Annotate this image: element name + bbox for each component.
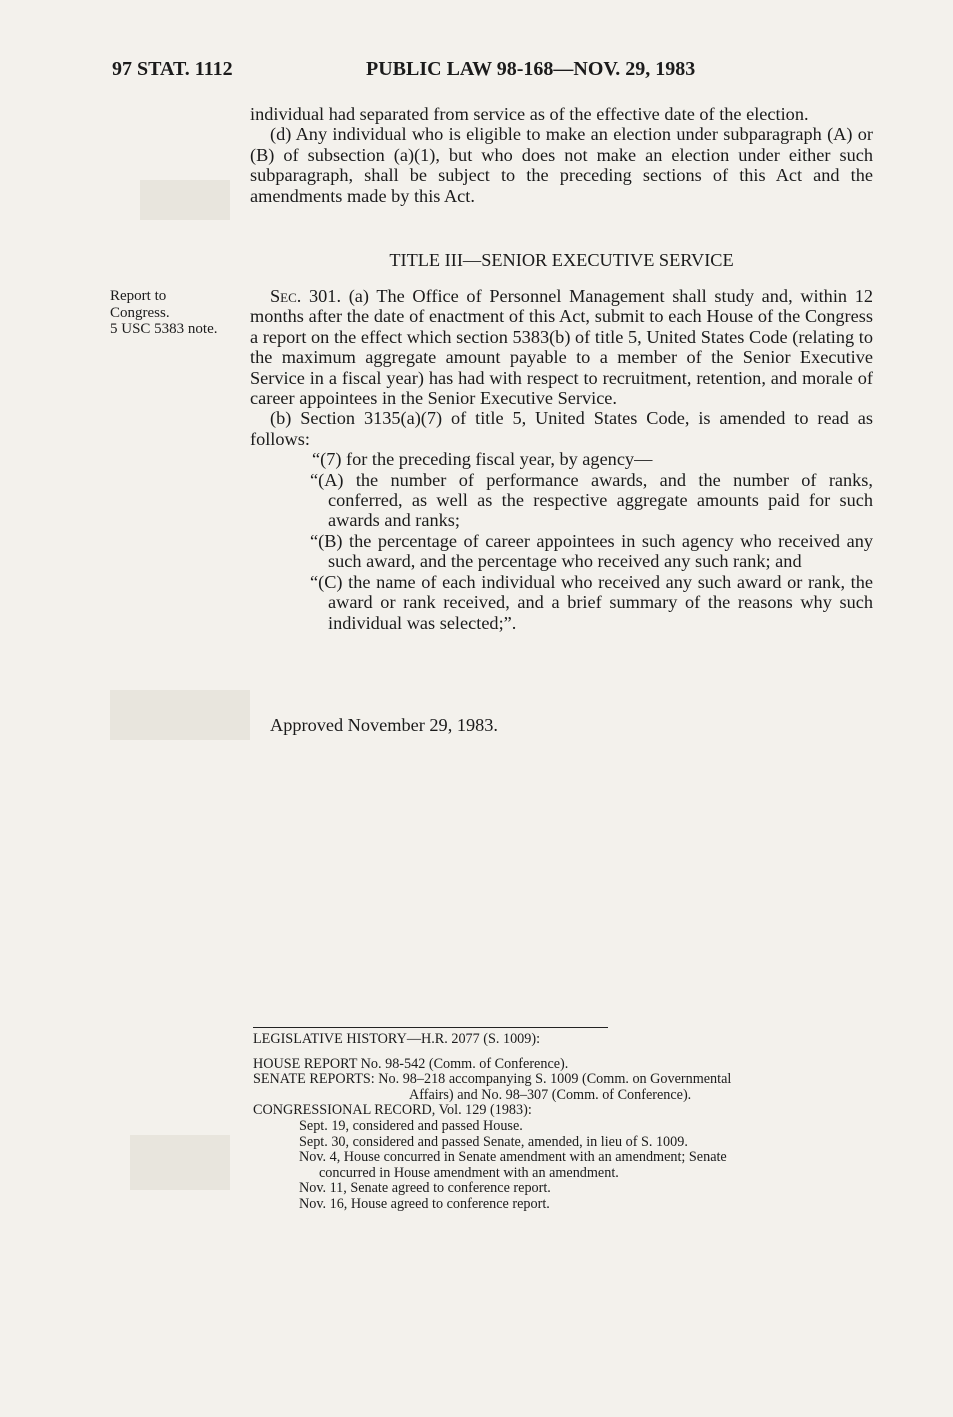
senate-reports-line-2: Affairs) and No. 98–307 (Comm. of Conference). (409, 1086, 692, 1103)
quote-item-B: “(B) the percentage of career appointees in such agency who received any such award, and the percentage who received any such rank; and (310, 530, 873, 572)
stat-reference: 97 STAT. 1112 (112, 58, 233, 80)
quote-item-C: “(C) the name of each individual who received any such award or rank, the award or rank received, and a brief summary of the reasons why such individual was selected;”. (310, 571, 873, 633)
congressional-record: CONGRESSIONAL RECORD, Vol. 129 (1983): (253, 1102, 532, 1119)
paragraph-continuation: individual had separated from service as of the effective date of the election. (250, 104, 809, 124)
history-heading: LEGISLATIVE HISTORY—H.R. 2077 (S. 1009): (253, 1031, 541, 1047)
margin-note (110, 288, 245, 338)
margin-note-line: Report to (110, 288, 167, 304)
record-entry: Nov. 16, House agreed to conference report. (299, 1195, 550, 1212)
body-top (250, 104, 873, 206)
section-301-a (250, 286, 873, 408)
margin-note-line: Congress. (110, 304, 170, 321)
legislative-history (253, 1032, 883, 1213)
bleed-through-shadow (130, 1135, 230, 1190)
section-301 (250, 286, 873, 633)
record-entry: Nov. 4, House concurred in Senate amendment with an amendment; Senate (299, 1149, 727, 1166)
approval-date: Approved November 29, 1983. (270, 715, 498, 735)
record-entry: Nov. 11, Senate agreed to conference report. (299, 1180, 551, 1197)
record-entry: Sept. 30, considered and passed Senate, amended, in lieu of S. 1009. (299, 1133, 688, 1150)
senate-reports-line-1: SENATE REPORTS: No. 98–218 accompanying S. 1009 (Comm. on Governmental (253, 1071, 732, 1088)
section-301-a-text: (a) The Office of Personnel Management shall study and, within 12 months after the date of enactment of this Act, submit to each House of the Congress a report on the effect which section 5383(b) of title 5, United States Code (relating to the maximum aggregate amount payable to a member of the Senior Executive Service in a fiscal year) has had with respect to recruitment, retention, and morale of career appointees in the Senior Executive Service. (250, 286, 873, 409)
bleed-through-shadow (140, 180, 230, 220)
quote-item-7: “(7) for the preceding fiscal year, by agency— (312, 449, 653, 470)
divider (253, 1027, 608, 1028)
quote-item-A: “(A) the number of performance awards, and the number of ranks, conferred, as well as the respective aggregate amounts paid for such awards and ranks; (310, 469, 873, 531)
record-entry-continuation: concurred in House amendment with an amendment. (319, 1164, 619, 1181)
margin-note-line: 5 USC 5383 note. (110, 321, 218, 337)
bleed-through-shadow (110, 690, 250, 740)
page-header (112, 58, 752, 84)
paragraph-d: (d) Any individual who is eligible to make an election under subparagraph (A) or (B) of subsection (a)(1), but who does not make an election under either such subparagraph, shall be subject to the preceding sections of this Act and the amendments made by this Act. (250, 124, 873, 206)
public-law-reference: PUBLIC LAW 98-168—NOV. 29, 1983 (366, 58, 696, 80)
title-heading: TITLE III—SENIOR EXECUTIVE SERVICE (389, 250, 734, 270)
record-entry: Sept. 19, considered and passed House. (299, 1117, 523, 1134)
section-label: Sec. 301. (270, 286, 342, 306)
section-301-b: (b) Section 3135(a)(7) of title 5, United States Code, is amended to read as follows: (250, 408, 873, 449)
house-report: HOUSE REPORT No. 98-542 (Comm. of Conference). (253, 1055, 569, 1072)
